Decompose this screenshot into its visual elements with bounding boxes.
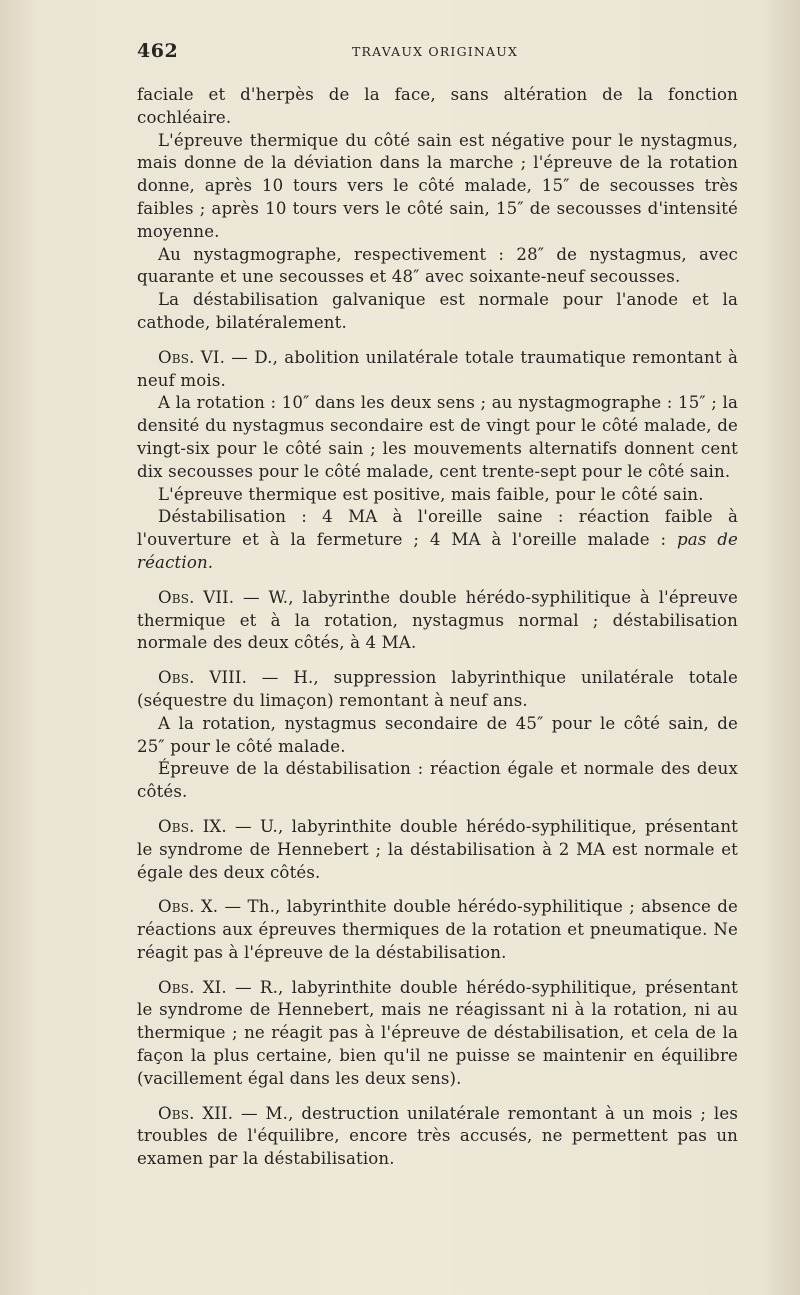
paragraph-text: — Th., labyrinthite double hérédo-syphilitique ; absence de réactions aux épreuves thermiques de la rotation et pneumatique. Ne réagit pas à l'épreuve de la déstabilisation.: [137, 897, 738, 962]
body-text: [137, 84, 738, 1171]
page-header: [137, 40, 737, 64]
observation-paragraph: [137, 977, 738, 1091]
paragraph-text: La déstabilisation galvanique est normale pour l'anode et la cathode, bilatéralement.: [137, 290, 738, 332]
paragraph: [137, 506, 738, 574]
observation-label: Obs. XII.: [158, 1103, 234, 1123]
paragraph-text: faciale et d'herpès de la face, sans altération de la fonction cochléaire.: [137, 85, 738, 127]
paragraph-text: — M., destruction unilatérale remontant à un mois ; les troubles de l'équilibre, encore très accusés, ne permettent pas un examen par la déstabilisation.: [137, 1103, 738, 1169]
paragraph-text: — W., labyrinthe double hérédo-syphilitique à l'épreuve thermique et à la rotation, nystagmus normal ; déstabilisation normale des deux côtés, à 4 MA.: [137, 587, 738, 653]
observation-label: Obs. VII.: [158, 587, 235, 607]
observation-paragraph: [137, 1103, 738, 1171]
paragraph: [137, 84, 738, 130]
observation-label: Obs. IX.: [158, 816, 227, 836]
emphasis-text: pas de réaction.: [137, 530, 738, 572]
paragraph: [137, 758, 738, 804]
paragraph: [137, 484, 738, 507]
paragraph: [137, 130, 738, 244]
page-number: 462: [137, 40, 179, 62]
paragraph-text: — R., labyrinthite double hérédo-syphilitique, présentant le syndrome de Hennebert, mais ne réagissant ni à la rotation, ni au thermique ; ne réagit pas à l'épreuve de déstabilisation, et cela de la façon la plus certaine, bien qu'il ne puisse se maintenir en équilibre (vacillement égal dans les deux sens).: [137, 977, 738, 1088]
paragraph-text: — U., labyrinthite double hérédo-syphilitique, présentant le syndrome de Hennebert ; la déstabilisation à 2 MA est normale et égale des deux côtés.: [137, 816, 738, 882]
observation-paragraph: [137, 896, 738, 964]
paragraph-text: Épreuve de la déstabilisation : réaction égale et normale des deux côtés.: [137, 759, 738, 802]
observation-label: Obs. VIII.: [158, 668, 247, 688]
running-head: TRAVAUX ORIGINAUX: [352, 44, 519, 59]
observation-paragraph: [137, 667, 738, 713]
observation-paragraph: [137, 347, 738, 393]
paragraph: [137, 244, 738, 290]
observation-label: Obs. XI.: [158, 977, 227, 997]
paragraph: [137, 289, 738, 335]
paragraph-text: A la rotation : 10″ dans les deux sens ; au nystagmographe : 15″ ; la densité du nystagmus secondaire est de vingt pour le côté malade, de vingt-six pour le côté sain ; les mouvements alternatifs donnent cent dix secousses pour le côté malade, cent trente-sept pour le côté sain.: [137, 393, 738, 481]
observation-label: Obs. X.: [158, 897, 219, 917]
paragraph-text: A la rotation, nystagmus secondaire de 45″ pour le côté sain, de 25″ pour le côté malade.: [137, 713, 738, 756]
paragraph-text: L'épreuve thermique du côté sain est négative pour le nystagmus, mais donne de la déviation dans la marche ; l'épreuve de la rotation donne, après 10 tours vers le côté malade, 15″ de secousses très faibles ; après 10 tours vers le côté sain, 15″ de secousses d'intensité moyenne.: [137, 130, 738, 241]
paragraph: [137, 392, 738, 483]
paragraph-text: — H., suppression labyrinthique unilatérale totale (séquestre du limaçon) remontant à neuf ans.: [137, 668, 738, 710]
observation-label: Obs. VI.: [158, 347, 226, 367]
observation-paragraph: [137, 587, 738, 655]
paragraph-text: L'épreuve thermique est positive, mais faible, pour le côté sain.: [158, 484, 704, 504]
paragraph-text: Déstabilisation : 4 MA à l'oreille saine : réaction faible à l'ouverture et à la fermeture ; 4 MA à l'oreille malade :: [137, 507, 738, 550]
paragraph-text: Au nystagmographe, respectivement : 28″ de nystagmus, avec quarante et une secousses et 48″ avec soixante-neuf secousses.: [137, 244, 738, 287]
paragraph: [137, 713, 738, 759]
observation-paragraph: [137, 816, 738, 884]
paragraph-text: — D., abolition unilatérale totale traumatique remontant à neuf mois.: [137, 347, 738, 390]
